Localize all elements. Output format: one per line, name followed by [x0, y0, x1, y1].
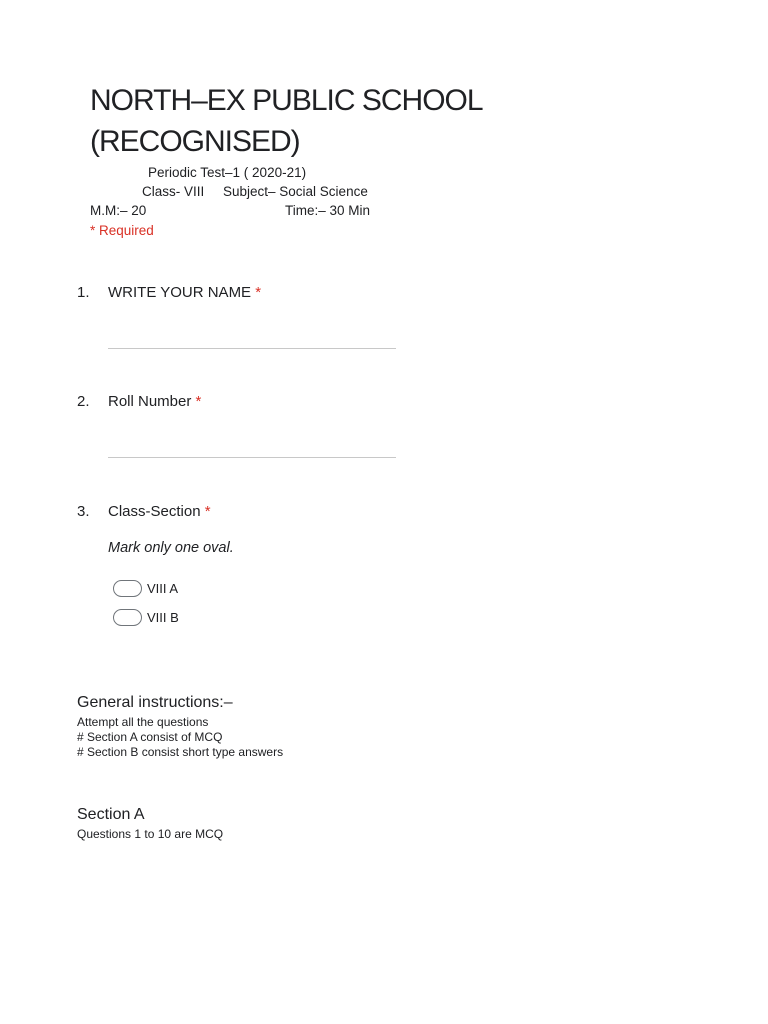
option-viii-b[interactable] — [113, 609, 233, 626]
description-subject: Subject– Social Science — [223, 184, 368, 199]
instruction-line: Attempt all the questions — [77, 715, 209, 729]
option-label: VIII A — [147, 581, 179, 596]
question-title — [108, 392, 201, 412]
form-title: NORTH–EX PUBLIC SCHOOL (RECOGNISED) — [90, 84, 482, 158]
required-asterisk: * — [195, 393, 202, 410]
instruction-line: # Section A consist of MCQ — [77, 730, 223, 744]
required-asterisk: * — [204, 503, 211, 520]
question-title — [108, 502, 211, 522]
section-a-note: Questions 1 to 10 are MCQ — [77, 827, 224, 841]
option-label: VIII B — [147, 610, 179, 625]
question-title-text: Roll Number — [108, 393, 192, 410]
question-number: 3. — [77, 503, 90, 520]
roll-number-input[interactable] — [108, 428, 396, 458]
required-note: * Required — [90, 223, 154, 238]
section-title-section-a: Section A — [77, 806, 145, 823]
question-title-text: Class-Section — [108, 503, 201, 520]
description-time: Time:– 30 Min — [285, 203, 371, 218]
description-max-marks: M.M:– 20 — [90, 203, 147, 218]
question-number: 1. — [77, 284, 90, 301]
instruction-line: # Section B consist short type answers — [77, 745, 284, 759]
description-test: Periodic Test–1 ( 2020-21) — [148, 165, 307, 180]
question-title-text: WRITE YOUR NAME — [108, 284, 252, 301]
description-class: Class- VIII — [142, 184, 205, 199]
section-description — [77, 715, 283, 760]
question-hint: Mark only one oval. — [108, 540, 234, 556]
radio-oval[interactable] — [113, 609, 142, 626]
option-viii-a[interactable] — [113, 580, 233, 597]
required-asterisk: * — [255, 284, 262, 301]
name-input[interactable] — [108, 319, 396, 349]
radio-oval[interactable] — [113, 580, 142, 597]
section-description — [77, 827, 223, 842]
section-title-general-instructions: General instructions:– — [77, 694, 233, 711]
question-title — [108, 283, 261, 303]
question-number: 2. — [77, 393, 90, 410]
